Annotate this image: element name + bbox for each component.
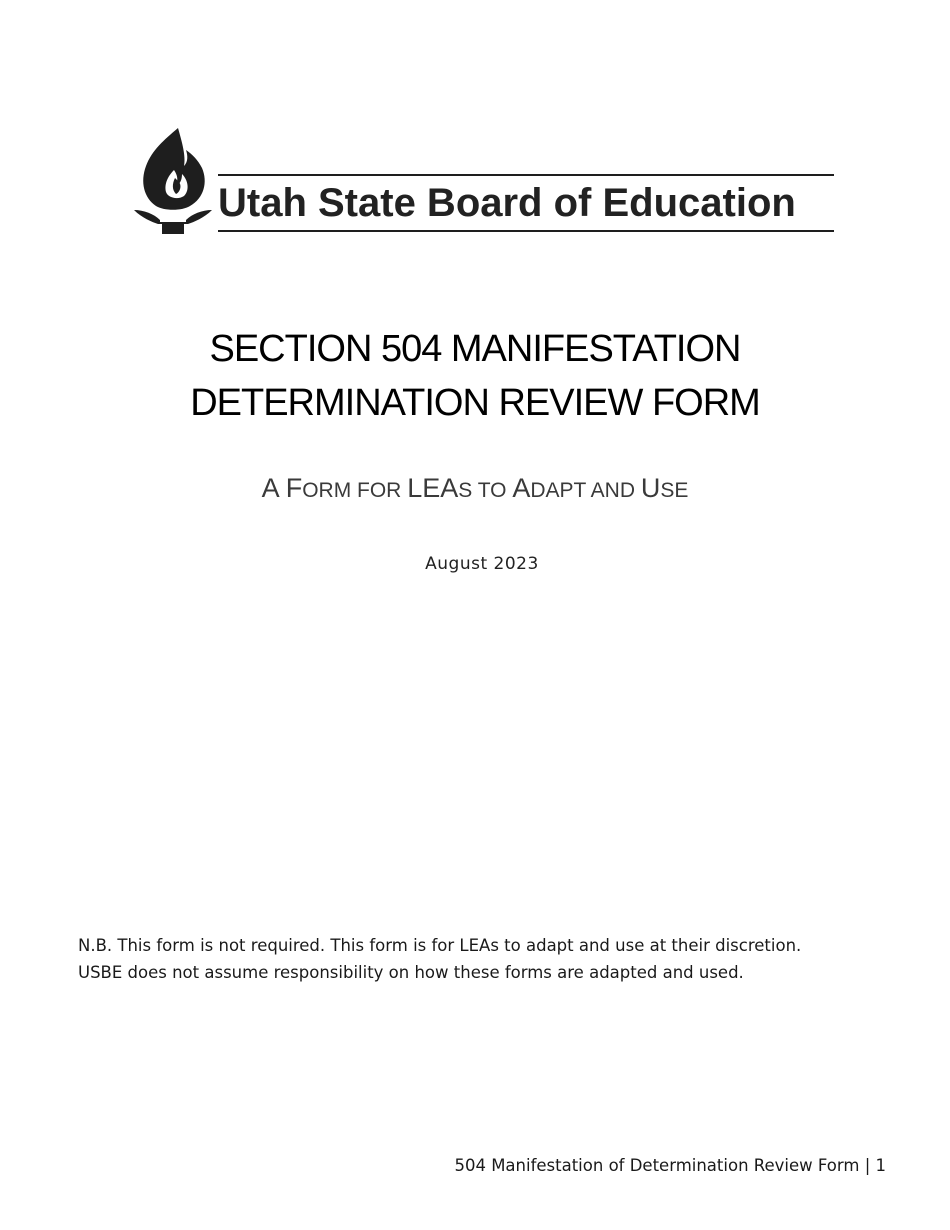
subtitle-part: U xyxy=(640,473,661,503)
subtitle-part: A xyxy=(512,473,531,503)
subtitle-part: F xyxy=(278,473,303,503)
disclaimer-line-2: USBE does not assume responsibility on how these forms are adapted and used. xyxy=(78,963,744,982)
disclaimer-note xyxy=(78,932,898,986)
logo-top-rule xyxy=(218,174,834,176)
title-line-1: SECTION 504 MANIFESTATION xyxy=(209,328,741,370)
subtitle-part: ORM FOR xyxy=(302,479,408,502)
subtitle-part: S TO xyxy=(458,479,513,502)
subtitle-part: SE xyxy=(660,479,689,502)
logo-bottom-rule xyxy=(218,230,834,232)
usbe-logo xyxy=(134,126,834,238)
organization-name: Utah State Board of Education xyxy=(218,181,796,225)
document-date: August 2023 xyxy=(425,554,539,574)
document-title xyxy=(0,322,950,430)
subtitle-part: A xyxy=(261,473,279,503)
disclaimer-line-1: N.B. This form is not required. This form is for LEAs to adapt and use at their discretion. xyxy=(78,936,802,955)
subtitle-part: LEA xyxy=(407,473,459,503)
subtitle-part: DAPT AND xyxy=(530,479,641,502)
page-footer: 504 Manifestation of Determination Review Form | 1 xyxy=(454,1156,886,1175)
document-subtitle xyxy=(0,470,950,509)
title-line-2: DETERMINATION REVIEW FORM xyxy=(190,382,760,424)
torch-flame-icon xyxy=(134,126,212,236)
